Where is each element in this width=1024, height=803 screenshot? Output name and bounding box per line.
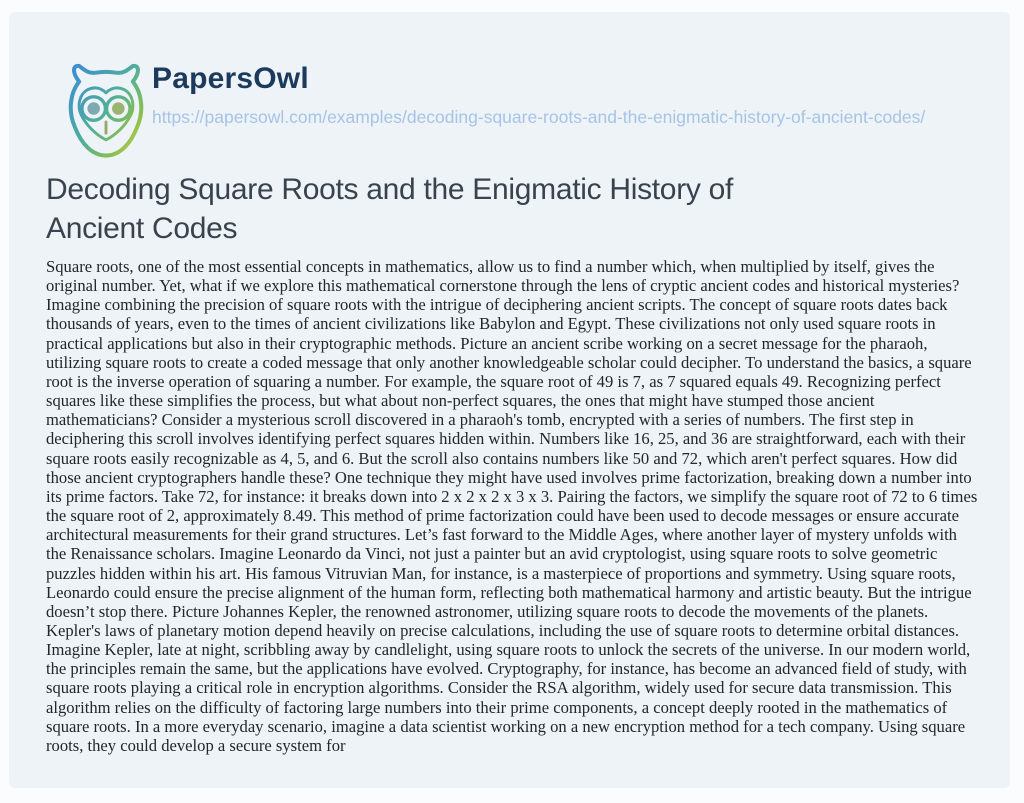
papersowl-logo [47,57,165,169]
page-title: Decoding Square Roots and the Enigmatic History of Ancient Codes [46,173,734,245]
source-url-link[interactable]: https://papersowl.com/examples/decoding-square-roots-and-the-enigmatic-history-of-ancient-codes/ [152,107,926,127]
brand-name: PapersOwl [152,62,309,95]
content-panel [9,12,1010,788]
owl-logo-icon [47,57,165,169]
article-body-text: Square roots, one of the most essential concepts in mathematics, allow us to find a number which, when multiplied by itself, gives the original number. Yet, what if we explore this mathematical cornerstone through the lens of cryptic ancient codes and historical mysteries? Imagine combining the precision of square roots with the intrigue of deciphering ancient scripts. The concept of square roots dates back thousands of years, even to the times of ancient civilizations like Babylon and Egypt. These civilizations not only used square roots in practical applications but also in their cryptographic methods. Picture an ancient scribe working on a secret message for the pharaoh, utilizing square roots to create a coded message that only another knowledgeable scholar could decipher. To understand the basics, a square root is the inverse operation of squaring a number. For example, the square root of 49 is 7, as 7 squared equals 49. Recognizing perfect squares like these simplifies the process, but what about non-perfect squares, the ones that might have stumped those ancient mathematicians? Consider a mysterious scroll discovered in a pharaoh's tomb, encrypted with a series of numbers. The first step in deciphering this scroll involves identifying perfect squares hidden within. Numbers like 16, 25, and 36 are straightforward, each with their square roots easily recognizable as 4, 5, and 6. But the scroll also contains numbers like 50 and 72, which aren't perfect squares. How did those ancient cryptographers handle these? One technique they might have used involves prime factorization, breaking down a number into its prime factors. Take 72, for instance: it breaks down into 2 x 2 x 2 x 3 x 3. Pairing the factors, we simplify the square root of 72 to 6 times the square root of 2, approximately 8.49. This method of prime factorization could have been used to decode messages or ensure accurate architectural measurements for their grand structures. Let’s fast forward to the Middle Ages, where another layer of mystery unfolds with the Renaissance scholars. Imagine Leonardo da Vinci, not just a painter but an avid cryptologist, using square roots to solve geometric puzzles hidden within his art. His famous Vitruvian Man, for instance, is a masterpiece of proportions and symmetry. Using square roots, Leonardo could ensure the precise alignment of the human form, reflecting both mathematical harmony and artistic beauty. But the intrigue doesn’t stop there. Picture Johannes Kepler, the renowned astronomer, utilizing square roots to decode the movements of the planets. Kepler's laws of planetary motion depend heavily on precise calculations, including the use of square roots to determine orbital distances. Imagine Kepler, late at night, scribbling away by candlelight, using square roots to unlock the secrets of the universe. In our modern world, the principles remain the same, but the applications have evolved. Cryptography, for instance, has become an advanced field of study, with square roots playing a critical role in encryption algorithms. Consider the RSA algorithm, widely used for secure data transmission. This algorithm relies on the difficulty of factoring large numbers into their prime components, a concept deeply rooted in the mathematics of square roots. In a more everyday scenario, imagine a data scientist working on a new encryption method for a tech company. Using square roots, they could develop a secure system for [46,257,978,755]
